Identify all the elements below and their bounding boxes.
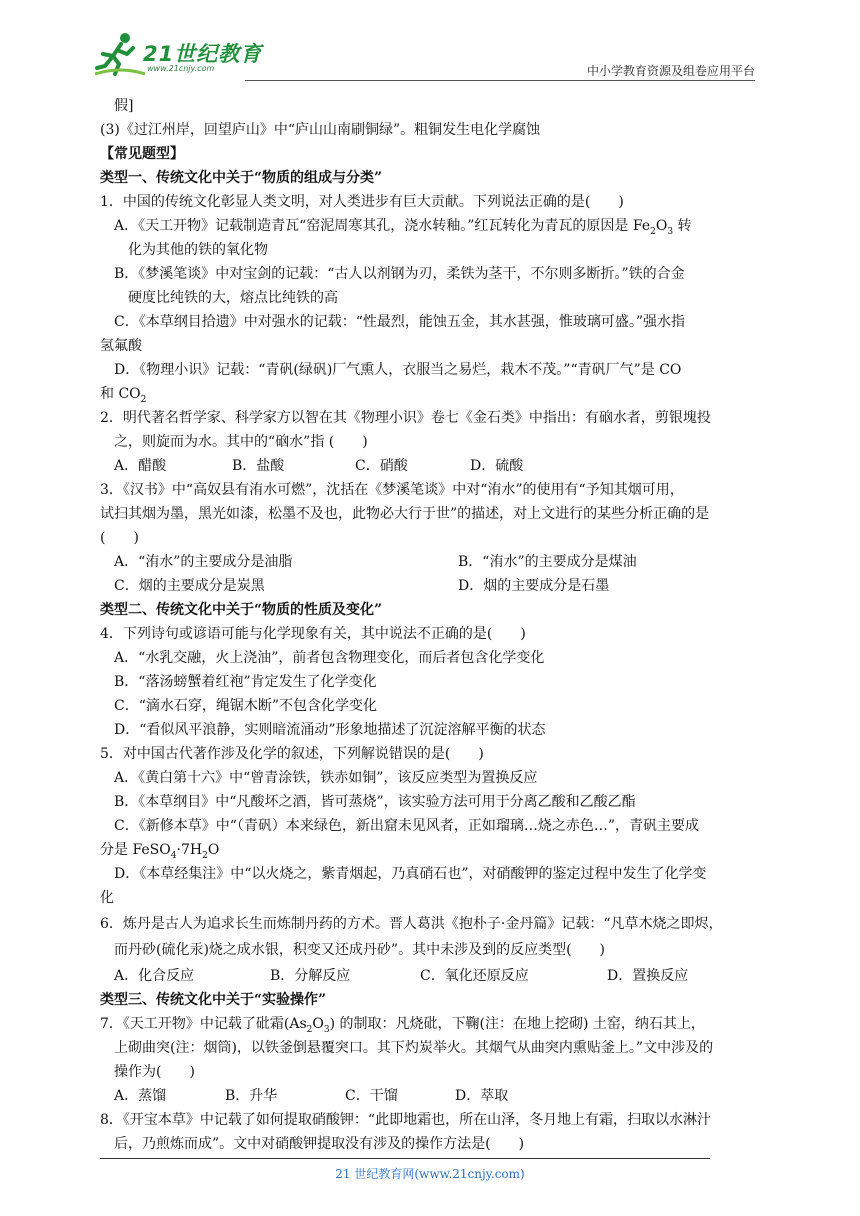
option-2a: A．醋酸 [114, 458, 167, 474]
option-1a [114, 216, 692, 242]
section-heading: 类型三、传统文化中关于“实验操作” [100, 992, 327, 1008]
text-line: 假] [114, 98, 134, 114]
text-run: 7．《天工开物》中记载了砒霜(As [100, 1016, 307, 1032]
text-line: 操作为( ) [114, 1064, 195, 1080]
runner-logo-icon [95, 30, 145, 78]
text-line: (3)《过江州岸，回望庐山》中“庐山山南刷铜绿”。粗铜发生电化学腐蚀 [100, 122, 541, 138]
subscript: 3 [323, 1024, 330, 1035]
question-2: 2．明代著名哲学家、科学家方以智在其《物理小识》卷七《金石类》中指出：有硇水者，剪银塊投 [100, 410, 711, 426]
text-line: 之，则旋而为水。其中的“硇水”指 ( ) [114, 434, 368, 450]
page-footer: 21 世纪教育网(www.21cnjy.com) [335, 1167, 525, 1181]
option-3c: C．烟的主要成分是炭黑 [114, 578, 265, 594]
subscript: 2 [650, 226, 656, 237]
option-5d: D．《本草经集注》中“以火烧之，紫青烟起，乃真硝石也”，对硝酸钾的鉴定过程中发生了化学变 [114, 866, 707, 882]
option-6d: D．置换反应 [607, 968, 689, 984]
text-line [100, 384, 146, 410]
question-8: 8．《开宝本草》中记载了如何提取硝酸钾：“此即地霜也，所在山泽，冬月地上有霜，扫取以水淋汁 [100, 1112, 712, 1128]
option-2d: D．硫酸 [470, 458, 524, 474]
text-run: A．《天工开物》记载制造青瓦“窑泥周寒其孔，浇水转釉。”红瓦转化为青瓦的原因是 Fe [114, 218, 651, 234]
option-4d: D．“看似风平浪静，实则暗流涌动”形象地描述了沉淀溶解平衡的状态 [114, 722, 546, 738]
text-line: 化为其他的铁的氧化物 [128, 242, 268, 258]
text-line: 而丹砂(硫化汞)烧之成水银，积变又还成丹砂”。其中未涉及到的反应类型( ) [114, 942, 606, 958]
option-7a: A．蒸馏 [114, 1088, 167, 1104]
option-7b: B．升华 [225, 1088, 278, 1104]
text-run: 分是 FeSO [100, 842, 171, 858]
section-heading: 类型一、传统文化中关于“物质的组成与分类” [100, 170, 383, 186]
option-3b: B．“洧水”的主要成分是煤油 [458, 554, 637, 570]
text-run: 和 CO [100, 386, 141, 402]
option-7c: C．干馏 [345, 1088, 398, 1104]
option-6c: C．氧化还原反应 [420, 968, 529, 984]
header-divider [245, 80, 755, 81]
question-1: 1．中国的传统文化彰显人类文明，对人类进步有巨大贡献。下列说法正确的是( ) [100, 194, 624, 210]
text-run: ) 的制取：凡烧砒，下鞠(注：在地上挖砌) 土窑，纳石其上， [329, 1016, 705, 1032]
option-1b: B．《梦溪笔谈》中对宝剑的记载：“古人以剂钢为刃，柔铁为茎干，不尔则多断折。”铁的合金 [114, 266, 685, 282]
option-1c: C．《本草纲目拾遗》中对强水的记载：“性最烈，能蚀五金，其水甚强，惟玻璃可盛。”强水指 [114, 314, 686, 330]
option-7d: D．萃取 [455, 1088, 509, 1104]
section-heading: 【常见题型】 [100, 146, 184, 162]
text-line [100, 840, 219, 866]
site-logo [95, 30, 265, 78]
logo-brand-text: 21世纪教育 [143, 42, 263, 66]
option-4b: B．“落汤螃蟹着红袍”肯定发生了化学变化 [114, 674, 377, 690]
option-6b: B．分解反应 [270, 968, 351, 984]
question-3: 3．《汉书》中“高奴县有洧水可燃”，沈括在《梦溪笔谈》中对“洧水”的使用有“予知其烟可用， [100, 482, 684, 498]
text-line: 试扫其烟为墨，黑光如漆，松墨不及也，此物必大行于世”的描述，对上文进行的某些分析正确的是 [100, 506, 710, 522]
text-run: 转 [673, 218, 692, 234]
subscript: 3 [667, 226, 674, 237]
section-heading: 类型二、传统文化中关于“物质的性质及变化” [100, 602, 383, 618]
option-4c: C．“滴水石穿，绳锯木断”不包含化学变化 [114, 698, 378, 714]
option-6a: A．化合反应 [114, 968, 195, 984]
option-1d: D．《物理小识》记载：“青矾(绿矾)厂气熏人，衣服当之易烂，栽木不茂。”“青矾厂气”是 CO [114, 362, 682, 378]
option-3d: D．烟的主要成分是石墨 [458, 578, 610, 594]
footer-divider [100, 1158, 710, 1159]
question-4: 4．下列诗句或谚语可能与化学现象有关，其中说法不正确的是( ) [100, 626, 526, 642]
page-header [95, 30, 755, 80]
subscript: 4 [170, 850, 177, 861]
text-line: 后，乃煎炼而成”。文中对硝酸钾提取没有涉及的操作方法是( ) [114, 1136, 525, 1152]
option-5a: A．《黄白第十六》中“曾青涂铁，铁赤如铜”，该反应类型为置换反应 [114, 770, 538, 786]
subscript: 2 [140, 394, 147, 405]
subscript: 2 [202, 850, 208, 861]
option-2c: C．硝酸 [355, 458, 408, 474]
option-3a: A．“洧水”的主要成分是油脂 [114, 554, 293, 570]
text-line: 硬度比纯铁的大，熔点比纯铁的高 [128, 290, 338, 306]
text-line: 氢氟酸 [100, 338, 142, 354]
question-6: 6．炼丹是古人为追求长生而炼制丹药的方术。晋人葛洪《抱朴子·金丹篇》记载：“凡草木烧之即烬， [100, 916, 723, 932]
text-run: O [312, 1016, 324, 1032]
question-5: 5．对中国古代著作涉及化学的叙述，下列解说错误的是( ) [100, 746, 484, 762]
logo-url-text: www.21cnjy.com [147, 64, 215, 73]
subscript: 2 [306, 1024, 313, 1035]
text-line: 化 [100, 890, 114, 906]
text-line: 上砌曲突(注：烟筒)，以铁釜倒悬覆突口。其下灼炭举火。其烟气从曲突内熏贴釜上。”文中涉及的 [114, 1040, 714, 1056]
option-5b: B．《本草纲目》中“凡酸坏之酒，皆可蒸烧”，该实验方法可用于分离乙酸和乙酸乙酯 [114, 794, 636, 810]
text-run: O [207, 842, 220, 858]
platform-title: 中小学教育资源及组卷应用平台 [586, 64, 755, 78]
option-2b: B．盐酸 [232, 458, 285, 474]
text-run: O [655, 218, 668, 234]
text-line: ( ) [100, 530, 139, 546]
option-4a: A．“水乳交融，火上浇油”，前者包含物理变化，而后者包含化学变化 [114, 650, 545, 666]
option-5c: C．《新修本草》中“（青矾）本来绿色，新出窟未见风者，正如瑠璃…烧之赤色…”，青矾主要成 [114, 818, 700, 834]
text-run: ·7H [176, 842, 203, 858]
question-7 [100, 1014, 705, 1040]
